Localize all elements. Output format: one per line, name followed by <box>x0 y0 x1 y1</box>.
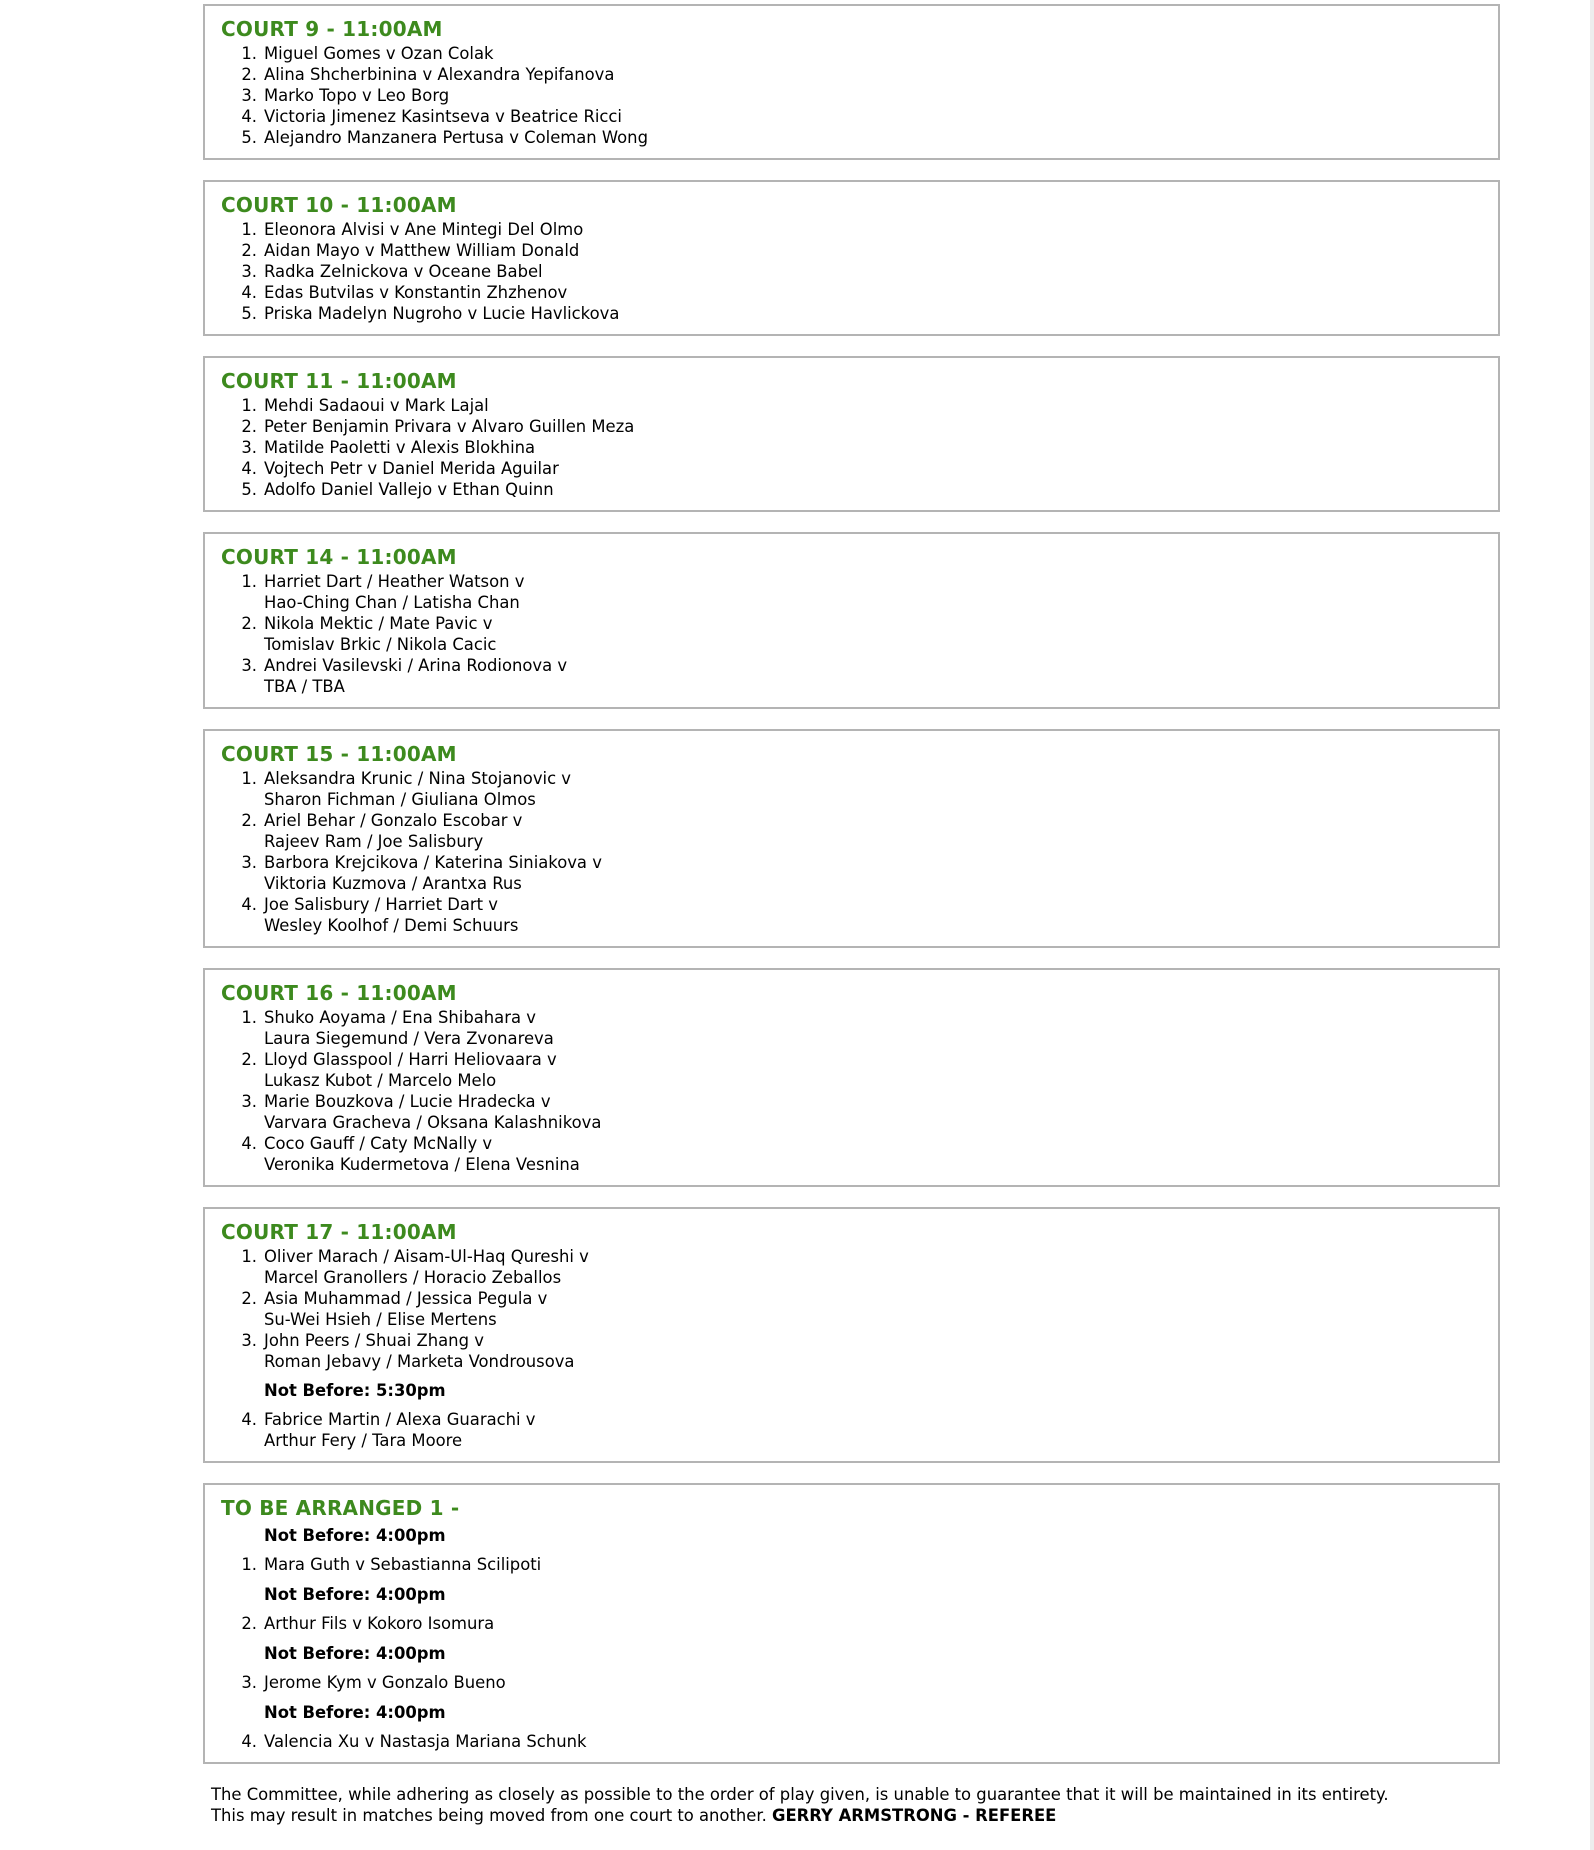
match-players: Valencia Xu v Nastasja Mariana Schunk <box>264 1732 587 1751</box>
match-item <box>221 219 1482 240</box>
match-number: 4. <box>241 1134 257 1153</box>
court-title: COURT 14 - 11:00AM <box>221 545 457 569</box>
match-item <box>221 1288 1482 1330</box>
court-14-box <box>203 532 1500 709</box>
team-two: Hao-Ching Chan / Latisha Chan <box>264 593 520 612</box>
team-one: Marie Bouzkova / Lucie Hradecka v <box>264 1092 551 1111</box>
match-number: 2. <box>241 811 257 830</box>
team-two: Laura Siegemund / Vera Zvonareva <box>264 1029 554 1048</box>
match-item <box>221 768 1482 810</box>
match-number: 3. <box>241 853 257 872</box>
scrollbar-track[interactable] <box>1590 0 1594 1850</box>
match-item <box>221 1672 1482 1693</box>
match-item <box>221 1554 1482 1575</box>
team-two: Sharon Fichman / Giuliana Olmos <box>264 790 536 809</box>
match-item <box>221 1049 1482 1091</box>
team-one: John Peers / Shuai Zhang v <box>264 1331 484 1350</box>
match-list <box>221 1409 1482 1451</box>
match-number: 4. <box>241 107 257 126</box>
court-title: COURT 17 - 11:00AM <box>221 1220 457 1244</box>
match-number: 4. <box>241 459 257 478</box>
match-players: Victoria Jimenez Kasintseva v Beatrice Ricci <box>264 107 622 126</box>
court-title: COURT 16 - 11:00AM <box>221 981 457 1005</box>
match-number: 2. <box>241 614 257 633</box>
match-item <box>221 261 1482 282</box>
team-two: Lukasz Kubot / Marcelo Melo <box>264 1071 497 1090</box>
team-one: Nikola Mektic / Mate Pavic v <box>264 614 493 633</box>
match-item <box>221 1246 1482 1288</box>
match-number: 1. <box>241 220 257 239</box>
match-number: 3. <box>241 262 257 281</box>
match-number: 2. <box>241 241 257 260</box>
match-item <box>221 1330 1482 1372</box>
match-players: Priska Madelyn Nugroho v Lucie Havlickova <box>264 304 620 323</box>
not-before-time: Not Before: 4:00pm <box>264 1703 446 1722</box>
team-two: Tomislav Brkic / Nikola Cacic <box>264 635 497 654</box>
team-one: Ariel Behar / Gonzalo Escobar v <box>264 811 523 830</box>
match-number: 3. <box>241 656 257 675</box>
team-one: Barbora Krejcikova / Katerina Siniakova v <box>264 853 602 872</box>
match-item <box>221 64 1482 85</box>
match-number: 3. <box>241 1673 257 1692</box>
court-17-box <box>203 1207 1500 1463</box>
match-number: 1. <box>241 44 257 63</box>
court-11-box <box>203 356 1500 512</box>
match-number: 2. <box>241 65 257 84</box>
match-item <box>221 303 1482 324</box>
committee-notice <box>203 1780 1500 1826</box>
match-item <box>221 127 1482 148</box>
order-of-play <box>203 4 1500 1826</box>
match-players: Alejandro Manzanera Pertusa v Coleman Wong <box>264 128 648 147</box>
match-number: 2. <box>241 417 257 436</box>
match-item <box>221 655 1482 697</box>
match-players: Mehdi Sadaoui v Mark Lajal <box>264 396 489 415</box>
team-one: Joe Salisbury / Harriet Dart v <box>264 895 498 914</box>
team-one: Fabrice Martin / Alexa Guarachi v <box>264 1410 536 1429</box>
court-title: COURT 10 - 11:00AM <box>221 193 457 217</box>
match-item <box>221 458 1482 479</box>
match-number: 2. <box>241 1289 257 1308</box>
match-item <box>221 395 1482 416</box>
team-one: Shuko Aoyama / Ena Shibahara v <box>264 1008 536 1027</box>
match-number: 3. <box>241 1092 257 1111</box>
team-two: TBA / TBA <box>264 677 345 696</box>
notice-line-2: This may result in matches being moved from one court to another. <box>211 1806 767 1825</box>
match-number: 1. <box>241 1247 257 1266</box>
match-item <box>221 240 1482 261</box>
match-players: Aidan Mayo v Matthew William Donald <box>264 241 580 260</box>
match-list <box>221 395 1482 500</box>
match-item <box>221 1409 1482 1451</box>
not-before-time: Not Before: 5:30pm <box>264 1381 446 1400</box>
court-title: TO BE ARRANGED 1 - <box>221 1496 460 1520</box>
team-two: Varvara Gracheva / Oksana Kalashnikova <box>264 1113 602 1132</box>
court-title: COURT 11 - 11:00AM <box>221 369 457 393</box>
match-players: Adolfo Daniel Vallejo v Ethan Quinn <box>264 480 554 499</box>
match-item <box>221 479 1482 500</box>
match-players: Edas Butvilas v Konstantin Zhzhenov <box>264 283 568 302</box>
match-item <box>221 894 1482 936</box>
match-number: 1. <box>241 396 257 415</box>
match-players: Arthur Fils v Kokoro Isomura <box>264 1614 495 1633</box>
match-item <box>221 810 1482 852</box>
match-number: 1. <box>241 1555 257 1574</box>
not-before-time: Not Before: 4:00pm <box>264 1585 446 1604</box>
notice-line-1: The Committee, while adhering as closely as possible to the order of play given, is unable to guarantee that it will be maintained in its entirety. <box>211 1785 1389 1804</box>
match-item <box>221 1731 1482 1752</box>
match-number: 1. <box>241 572 257 591</box>
match-number: 5. <box>241 304 257 323</box>
court-10-box <box>203 180 1500 336</box>
match-list <box>221 571 1482 697</box>
not-before-time: Not Before: 4:00pm <box>264 1644 446 1663</box>
match-players: Eleonora Alvisi v Ane Mintegi Del Olmo <box>264 220 584 239</box>
match-item <box>221 1091 1482 1133</box>
match-item <box>221 1007 1482 1049</box>
court-15-box <box>203 729 1500 948</box>
match-players: Vojtech Petr v Daniel Merida Aguilar <box>264 459 559 478</box>
team-one: Asia Muhammad / Jessica Pegula v <box>264 1289 548 1308</box>
match-players: Radka Zelnickova v Oceane Babel <box>264 262 543 281</box>
match-item <box>221 1613 1482 1634</box>
court-16-box <box>203 968 1500 1187</box>
match-item <box>221 416 1482 437</box>
match-players: Matilde Paoletti v Alexis Blokhina <box>264 438 536 457</box>
match-players: Jerome Kym v Gonzalo Bueno <box>264 1673 506 1692</box>
match-number: 1. <box>241 1008 257 1027</box>
match-list <box>221 219 1482 324</box>
court-title: COURT 9 - 11:00AM <box>221 17 443 41</box>
match-number: 4. <box>241 283 257 302</box>
match-item <box>221 1133 1482 1175</box>
match-number: 4. <box>241 1732 257 1751</box>
court-9-box <box>203 4 1500 160</box>
match-number: 2. <box>241 1050 257 1069</box>
match-number: 5. <box>241 480 257 499</box>
match-number: 5. <box>241 128 257 147</box>
team-two: Arthur Fery / Tara Moore <box>264 1431 463 1450</box>
team-two: Veronika Kudermetova / Elena Vesnina <box>264 1155 580 1174</box>
team-two: Wesley Koolhof / Demi Schuurs <box>264 916 519 935</box>
court-title: COURT 15 - 11:00AM <box>221 742 457 766</box>
match-item <box>221 437 1482 458</box>
team-one: Coco Gauff / Caty McNally v <box>264 1134 493 1153</box>
match-players: Miguel Gomes v Ozan Colak <box>264 44 494 63</box>
not-before-time: Not Before: 4:00pm <box>264 1526 446 1545</box>
team-one: Aleksandra Krunic / Nina Stojanovic v <box>264 769 571 788</box>
match-item <box>221 852 1482 894</box>
match-item <box>221 43 1482 64</box>
match-item <box>221 571 1482 613</box>
match-number: 3. <box>241 438 257 457</box>
team-two: Rajeev Ram / Joe Salisbury <box>264 832 484 851</box>
match-list <box>221 768 1482 936</box>
team-two: Marcel Granollers / Horacio Zeballos <box>264 1268 562 1287</box>
match-number: 4. <box>241 895 257 914</box>
match-item <box>221 613 1482 655</box>
match-number: 3. <box>241 1331 257 1350</box>
match-number: 3. <box>241 86 257 105</box>
match-players: Marko Topo v Leo Borg <box>264 86 450 105</box>
match-item <box>221 282 1482 303</box>
match-number: 4. <box>241 1410 257 1429</box>
team-one: Oliver Marach / Aisam-Ul-Haq Qureshi v <box>264 1247 589 1266</box>
team-one: Lloyd Glasspool / Harri Heliovaara v <box>264 1050 557 1069</box>
match-list <box>221 1007 1482 1175</box>
match-item <box>221 106 1482 127</box>
match-number: 1. <box>241 769 257 788</box>
to-be-arranged-box <box>203 1483 1500 1764</box>
referee-name: GERRY ARMSTRONG - REFEREE <box>772 1806 1057 1825</box>
match-players: Mara Guth v Sebastianna Scilipoti <box>264 1555 542 1574</box>
team-two: Su-Wei Hsieh / Elise Mertens <box>264 1310 497 1329</box>
match-list <box>221 1246 1482 1372</box>
team-one: Andrei Vasilevski / Arina Rodionova v <box>264 656 568 675</box>
match-players: Alina Shcherbinina v Alexandra Yepifanova <box>264 65 615 84</box>
team-two: Viktoria Kuzmova / Arantxa Rus <box>264 874 522 893</box>
match-players: Peter Benjamin Privara v Alvaro Guillen Meza <box>264 417 635 436</box>
team-two: Roman Jebavy / Marketa Vondrousova <box>264 1352 575 1371</box>
match-number: 2. <box>241 1614 257 1633</box>
team-one: Harriet Dart / Heather Watson v <box>264 572 525 591</box>
match-item <box>221 85 1482 106</box>
match-list <box>221 43 1482 148</box>
